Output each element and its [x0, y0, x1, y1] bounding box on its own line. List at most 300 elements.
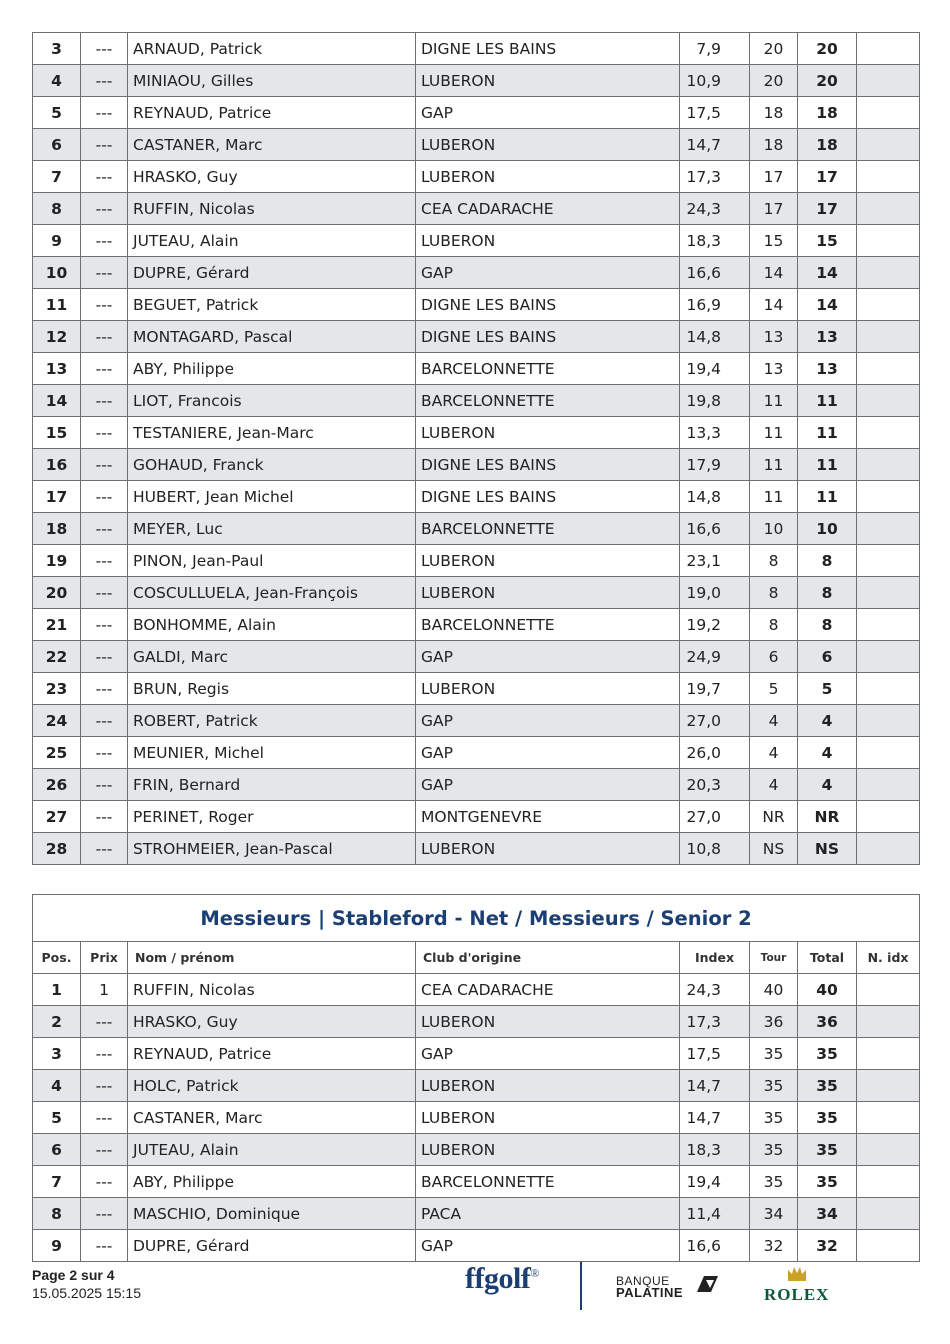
table-row: [33, 513, 920, 545]
cell-player-name: REYNAUD, Patrice: [128, 97, 416, 129]
cell-index: 16,9: [680, 289, 750, 321]
cell-total: 5: [798, 673, 857, 705]
cell-player-name: GOHAUD, Franck: [128, 449, 416, 481]
cell-total: 11: [798, 385, 857, 417]
cell-prize: ---: [81, 33, 128, 65]
table-row: [33, 353, 920, 385]
cell-club: BARCELONNETTE: [416, 1166, 680, 1198]
cell-index: 14,8: [680, 321, 750, 353]
cell-position: 1: [33, 974, 81, 1006]
cell-club: LUBERON: [416, 65, 680, 97]
table-row: [33, 161, 920, 193]
cell-round: 5: [750, 673, 798, 705]
cell-club: GAP: [416, 641, 680, 673]
cell-total: 32: [798, 1230, 857, 1262]
cell-club: GAP: [416, 769, 680, 801]
cell-club: BARCELONNETTE: [416, 385, 680, 417]
cell-total: 14: [798, 257, 857, 289]
cell-player-name: TESTANIERE, Jean-Marc: [128, 417, 416, 449]
cell-position: 3: [33, 1038, 81, 1070]
cell-prize: ---: [81, 705, 128, 737]
cell-index: 10,8: [680, 833, 750, 865]
cell-total: 35: [798, 1134, 857, 1166]
cell-prize: ---: [81, 385, 128, 417]
cell-index: 14,7: [680, 1070, 750, 1102]
cell-round: 34: [750, 1198, 798, 1230]
cell-total: 8: [798, 577, 857, 609]
cell-position: 6: [33, 129, 81, 161]
cell-total: 4: [798, 705, 857, 737]
cell-round: 18: [750, 129, 798, 161]
cell-player-name: MINIAOU, Gilles: [128, 65, 416, 97]
cell-round: 14: [750, 289, 798, 321]
cell-round: 6: [750, 641, 798, 673]
cell-total: 34: [798, 1198, 857, 1230]
results-table-senior-2: [32, 894, 920, 1262]
cell-index: 17,3: [680, 1006, 750, 1038]
cell-total: 6: [798, 641, 857, 673]
table-row: [33, 321, 920, 353]
cell-round: 4: [750, 737, 798, 769]
cell-position: 9: [33, 1230, 81, 1262]
cell-new-index: [857, 1038, 920, 1070]
header-prix: Prix: [81, 942, 128, 974]
cell-new-index: [857, 641, 920, 673]
cell-index: 17,5: [680, 97, 750, 129]
cell-total: NR: [798, 801, 857, 833]
cell-club: LUBERON: [416, 161, 680, 193]
table-row: [33, 449, 920, 481]
table-row: [33, 385, 920, 417]
cell-prize: ---: [81, 97, 128, 129]
cell-round: 20: [750, 33, 798, 65]
cell-prize: ---: [81, 1070, 128, 1102]
table-row: [33, 1070, 920, 1102]
cell-prize: ---: [81, 1006, 128, 1038]
cell-index: 27,0: [680, 801, 750, 833]
cell-new-index: [857, 609, 920, 641]
cell-position: 27: [33, 801, 81, 833]
cell-new-index: [857, 321, 920, 353]
cell-club: GAP: [416, 1038, 680, 1070]
cell-club: GAP: [416, 97, 680, 129]
cell-player-name: HRASKO, Guy: [128, 1006, 416, 1038]
cell-position: 2: [33, 1006, 81, 1038]
cell-position: 12: [33, 321, 81, 353]
table-row: [33, 769, 920, 801]
header-total: Total: [798, 942, 857, 974]
cell-club: LUBERON: [416, 129, 680, 161]
cell-total: 18: [798, 129, 857, 161]
cell-position: 20: [33, 577, 81, 609]
cell-club: GAP: [416, 737, 680, 769]
cell-new-index: [857, 1134, 920, 1166]
cell-club: LUBERON: [416, 545, 680, 577]
palatine-mark-icon: [694, 1272, 720, 1294]
cell-index: 27,0: [680, 705, 750, 737]
logo-divider: [580, 1262, 582, 1310]
cell-round: 35: [750, 1102, 798, 1134]
cell-index: 24,3: [680, 193, 750, 225]
cell-club: CEA CADARACHE: [416, 193, 680, 225]
cell-club: GAP: [416, 1230, 680, 1262]
cell-new-index: [857, 513, 920, 545]
cell-round: 11: [750, 449, 798, 481]
cell-prize: ---: [81, 1134, 128, 1166]
cell-round: 35: [750, 1038, 798, 1070]
cell-new-index: [857, 417, 920, 449]
cell-player-name: RUFFIN, Nicolas: [128, 974, 416, 1006]
cell-round: 4: [750, 769, 798, 801]
cell-round: NR: [750, 801, 798, 833]
table-row: [33, 673, 920, 705]
cell-total: 14: [798, 289, 857, 321]
cell-prize: ---: [81, 129, 128, 161]
cell-player-name: HRASKO, Guy: [128, 161, 416, 193]
table-row: [33, 417, 920, 449]
cell-total: 17: [798, 161, 857, 193]
cell-club: LUBERON: [416, 833, 680, 865]
cell-round: 11: [750, 385, 798, 417]
cell-player-name: RUFFIN, Nicolas: [128, 193, 416, 225]
banque-palatine-logo: [616, 1275, 683, 1299]
cell-position: 25: [33, 737, 81, 769]
cell-position: 8: [33, 1198, 81, 1230]
cell-position: 8: [33, 193, 81, 225]
cell-prize: ---: [81, 577, 128, 609]
cell-round: 40: [750, 974, 798, 1006]
cell-prize: ---: [81, 1038, 128, 1070]
cell-club: LUBERON: [416, 1134, 680, 1166]
cell-club: DIGNE LES BAINS: [416, 449, 680, 481]
rolex-logo: ROLEX: [764, 1285, 830, 1304]
ffgolf-registered-mark: ®: [530, 1266, 539, 1280]
cell-total: 15: [798, 225, 857, 257]
table-row: [33, 833, 920, 865]
cell-total: 40: [798, 974, 857, 1006]
cell-player-name: CASTANER, Marc: [128, 129, 416, 161]
cell-total: 35: [798, 1038, 857, 1070]
cell-index: 19,8: [680, 385, 750, 417]
cell-new-index: [857, 97, 920, 129]
cell-club: LUBERON: [416, 577, 680, 609]
table-row: [33, 289, 920, 321]
table-row: [33, 129, 920, 161]
cell-round: 8: [750, 577, 798, 609]
cell-index: 19,2: [680, 609, 750, 641]
cell-prize: ---: [81, 513, 128, 545]
cell-prize: ---: [81, 737, 128, 769]
cell-prize: ---: [81, 1198, 128, 1230]
cell-position: 7: [33, 161, 81, 193]
cell-position: 28: [33, 833, 81, 865]
cell-player-name: HOLC, Patrick: [128, 1070, 416, 1102]
cell-position: 23: [33, 673, 81, 705]
header-nidx: N. idx: [857, 942, 920, 974]
cell-total: 36: [798, 1006, 857, 1038]
cell-prize: ---: [81, 609, 128, 641]
cell-new-index: [857, 705, 920, 737]
cell-new-index: [857, 225, 920, 257]
cell-new-index: [857, 1166, 920, 1198]
table-row: [33, 737, 920, 769]
cell-position: 9: [33, 225, 81, 257]
cell-total: 8: [798, 545, 857, 577]
header-tour: Tour: [750, 942, 798, 974]
cell-player-name: REYNAUD, Patrice: [128, 1038, 416, 1070]
cell-prize: ---: [81, 769, 128, 801]
cell-new-index: [857, 449, 920, 481]
table-row: [33, 257, 920, 289]
cell-new-index: [857, 577, 920, 609]
table-row: [33, 545, 920, 577]
cell-player-name: HUBERT, Jean Michel: [128, 481, 416, 513]
cell-player-name: BRUN, Regis: [128, 673, 416, 705]
table-row: [33, 1166, 920, 1198]
cell-index: 14,7: [680, 129, 750, 161]
cell-new-index: [857, 737, 920, 769]
cell-total: 20: [798, 65, 857, 97]
cell-index: 14,8: [680, 481, 750, 513]
header-index: Index: [680, 942, 750, 974]
cell-total: 35: [798, 1070, 857, 1102]
cell-position: 22: [33, 641, 81, 673]
cell-prize: ---: [81, 673, 128, 705]
cell-position: 24: [33, 705, 81, 737]
cell-index: 16,6: [680, 1230, 750, 1262]
bank-line-1: BANQUE: [616, 1274, 670, 1288]
cell-new-index: [857, 1070, 920, 1102]
cell-prize: 1: [81, 974, 128, 1006]
cell-player-name: MEYER, Luc: [128, 513, 416, 545]
cell-club: LUBERON: [416, 1102, 680, 1134]
cell-position: 18: [33, 513, 81, 545]
cell-index: 19,7: [680, 673, 750, 705]
cell-position: 6: [33, 1134, 81, 1166]
cell-club: DIGNE LES BAINS: [416, 33, 680, 65]
table-row: [33, 801, 920, 833]
header-pos: Pos.: [33, 942, 81, 974]
section-title: Messieurs | Stableford - Net / Messieurs / Senior 2: [33, 895, 920, 942]
cell-round: 35: [750, 1166, 798, 1198]
cell-round: 35: [750, 1134, 798, 1166]
table-row: [33, 65, 920, 97]
cell-position: 14: [33, 385, 81, 417]
cell-round: 15: [750, 225, 798, 257]
bank-line-2: PALATINE: [616, 1285, 684, 1300]
header-club: Club d'origine: [416, 942, 680, 974]
cell-prize: ---: [81, 417, 128, 449]
cell-new-index: [857, 289, 920, 321]
cell-prize: ---: [81, 641, 128, 673]
cell-new-index: [857, 161, 920, 193]
cell-total: 4: [798, 737, 857, 769]
cell-club: GAP: [416, 705, 680, 737]
table-row: [33, 97, 920, 129]
cell-prize: ---: [81, 449, 128, 481]
cell-player-name: PINON, Jean-Paul: [128, 545, 416, 577]
cell-total: NS: [798, 833, 857, 865]
cell-position: 15: [33, 417, 81, 449]
table-row: [33, 1038, 920, 1070]
cell-new-index: [857, 974, 920, 1006]
header-name: Nom / prénom: [128, 942, 416, 974]
cell-round: 13: [750, 353, 798, 385]
cell-club: BARCELONNETTE: [416, 513, 680, 545]
table-row: [33, 193, 920, 225]
cell-position: 3: [33, 33, 81, 65]
cell-new-index: [857, 673, 920, 705]
cell-new-index: [857, 193, 920, 225]
cell-new-index: [857, 1102, 920, 1134]
cell-player-name: DUPRE, Gérard: [128, 257, 416, 289]
table-row: [33, 1102, 920, 1134]
cell-total: 35: [798, 1102, 857, 1134]
cell-total: 11: [798, 481, 857, 513]
cell-position: 4: [33, 1070, 81, 1102]
cell-new-index: [857, 1198, 920, 1230]
table-row: [33, 609, 920, 641]
cell-prize: ---: [81, 1102, 128, 1134]
cell-position: 7: [33, 1166, 81, 1198]
cell-player-name: ABY, Philippe: [128, 1166, 416, 1198]
cell-round: 8: [750, 609, 798, 641]
ffgolf-logo: [465, 1262, 539, 1296]
cell-round: 17: [750, 161, 798, 193]
cell-total: 20: [798, 33, 857, 65]
cell-player-name: ARNAUD, Patrick: [128, 33, 416, 65]
cell-index: 14,7: [680, 1102, 750, 1134]
cell-club: DIGNE LES BAINS: [416, 289, 680, 321]
cell-index: 17,9: [680, 449, 750, 481]
cell-new-index: [857, 833, 920, 865]
cell-prize: ---: [81, 321, 128, 353]
cell-index: 19,4: [680, 1166, 750, 1198]
cell-new-index: [857, 353, 920, 385]
cell-player-name: CASTANER, Marc: [128, 1102, 416, 1134]
table-row: [33, 1006, 920, 1038]
cell-round: 18: [750, 97, 798, 129]
cell-player-name: JUTEAU, Alain: [128, 225, 416, 257]
cell-player-name: MONTAGARD, Pascal: [128, 321, 416, 353]
cell-round: 20: [750, 65, 798, 97]
cell-total: 4: [798, 769, 857, 801]
cell-prize: ---: [81, 65, 128, 97]
cell-new-index: [857, 481, 920, 513]
cell-player-name: MEUNIER, Michel: [128, 737, 416, 769]
cell-round: 36: [750, 1006, 798, 1038]
cell-player-name: PERINET, Roger: [128, 801, 416, 833]
cell-position: 17: [33, 481, 81, 513]
cell-player-name: DUPRE, Gérard: [128, 1230, 416, 1262]
cell-total: 17: [798, 193, 857, 225]
cell-player-name: BONHOMME, Alain: [128, 609, 416, 641]
cell-index: 16,6: [680, 513, 750, 545]
cell-prize: ---: [81, 1166, 128, 1198]
cell-player-name: ABY, Philippe: [128, 353, 416, 385]
cell-index: 11,4: [680, 1198, 750, 1230]
cell-prize: ---: [81, 161, 128, 193]
rolex-crown-icon: [786, 1264, 808, 1282]
cell-position: 21: [33, 609, 81, 641]
cell-round: 8: [750, 545, 798, 577]
cell-position: 26: [33, 769, 81, 801]
cell-club: LUBERON: [416, 225, 680, 257]
cell-club: LUBERON: [416, 673, 680, 705]
cell-player-name: JUTEAU, Alain: [128, 1134, 416, 1166]
cell-position: 5: [33, 1102, 81, 1134]
cell-index: 23,1: [680, 545, 750, 577]
cell-round: 32: [750, 1230, 798, 1262]
cell-round: 17: [750, 193, 798, 225]
cell-total: 13: [798, 321, 857, 353]
page-number: Page 2 sur 4: [32, 1267, 115, 1283]
table-row: [33, 974, 920, 1006]
cell-player-name: LIOT, Francois: [128, 385, 416, 417]
cell-prize: ---: [81, 257, 128, 289]
table-header-row: [33, 942, 920, 974]
cell-club: MONTGENEVRE: [416, 801, 680, 833]
cell-new-index: [857, 1230, 920, 1262]
cell-new-index: [857, 33, 920, 65]
cell-round: 13: [750, 321, 798, 353]
cell-index: 17,3: [680, 161, 750, 193]
cell-prize: ---: [81, 481, 128, 513]
cell-prize: ---: [81, 833, 128, 865]
cell-position: 5: [33, 97, 81, 129]
cell-round: 11: [750, 481, 798, 513]
cell-prize: ---: [81, 545, 128, 577]
cell-new-index: [857, 769, 920, 801]
cell-club: GAP: [416, 257, 680, 289]
cell-club: LUBERON: [416, 417, 680, 449]
cell-new-index: [857, 257, 920, 289]
cell-round: 11: [750, 417, 798, 449]
cell-club: LUBERON: [416, 1070, 680, 1102]
table-row: [33, 577, 920, 609]
cell-total: 18: [798, 97, 857, 129]
table-row: [33, 705, 920, 737]
cell-new-index: [857, 1006, 920, 1038]
cell-new-index: [857, 129, 920, 161]
cell-position: 13: [33, 353, 81, 385]
cell-player-name: ROBERT, Patrick: [128, 705, 416, 737]
cell-club: CEA CADARACHE: [416, 974, 680, 1006]
table-row: [33, 1230, 920, 1262]
cell-round: 35: [750, 1070, 798, 1102]
cell-prize: ---: [81, 193, 128, 225]
cell-index: 18,3: [680, 225, 750, 257]
cell-prize: ---: [81, 225, 128, 257]
cell-position: 4: [33, 65, 81, 97]
table-row: [33, 1198, 920, 1230]
cell-new-index: [857, 801, 920, 833]
table-row: [33, 33, 920, 65]
cell-new-index: [857, 65, 920, 97]
cell-index: 24,9: [680, 641, 750, 673]
cell-round: NS: [750, 833, 798, 865]
cell-total: 10: [798, 513, 857, 545]
cell-player-name: GALDI, Marc: [128, 641, 416, 673]
cell-total: 13: [798, 353, 857, 385]
cell-prize: ---: [81, 353, 128, 385]
cell-index: 18,3: [680, 1134, 750, 1166]
cell-index: 10,9: [680, 65, 750, 97]
cell-round: 14: [750, 257, 798, 289]
cell-index: 19,0: [680, 577, 750, 609]
cell-new-index: [857, 385, 920, 417]
cell-index: 24,3: [680, 974, 750, 1006]
